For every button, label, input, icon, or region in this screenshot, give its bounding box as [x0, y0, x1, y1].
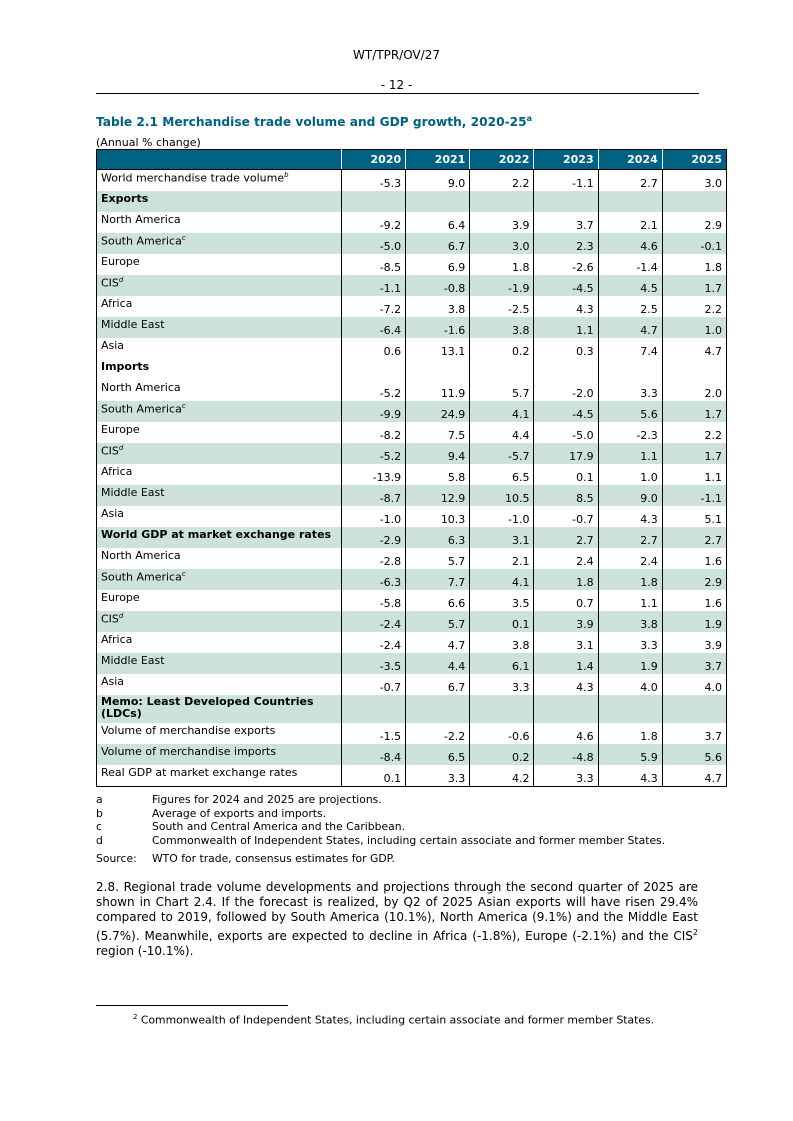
note-text: Average of exports and imports.	[152, 806, 327, 820]
value-cell: 3.8	[470, 632, 534, 653]
value-cell: 1.4	[534, 653, 598, 674]
value-cell: -6.4	[342, 317, 406, 338]
table-row	[97, 317, 727, 338]
value-cell: -2.6	[534, 254, 598, 275]
value-cell	[470, 359, 534, 380]
value-cell: -1.0	[342, 506, 406, 527]
value-cell: 3.5	[470, 590, 534, 611]
value-cell	[406, 191, 470, 212]
row-label: Memo: Least Developed Countries (LDCs)	[97, 695, 342, 723]
value-cell: 10.5	[470, 485, 534, 506]
year-header: 2022	[470, 150, 534, 170]
value-cell: -5.8	[342, 590, 406, 611]
value-cell: -4.5	[534, 275, 598, 296]
value-cell: -2.4	[342, 611, 406, 632]
value-cell: 4.4	[406, 653, 470, 674]
table-row	[97, 695, 727, 723]
value-cell	[598, 359, 662, 380]
value-cell	[342, 359, 406, 380]
note-text: Commonwealth of Independent States, including certain associate and former member States.	[152, 833, 666, 847]
value-cell: 5.7	[406, 548, 470, 569]
row-label: Europe	[97, 422, 342, 443]
value-cell: 4.3	[598, 506, 662, 527]
value-cell	[662, 695, 726, 723]
value-cell: -1.1	[342, 275, 406, 296]
value-cell: 5.7	[406, 611, 470, 632]
body-paragraph: 2.8. Regional trade volume developments and projections through the second quarter of 2025 are shown in Chart 2.4. If the forecast is realized, by Q2 of 2025 Asian exports will have risen 29.4% compared to 2019, followed by South America (10.1%), North America (9.1%) and the Middle East (5.7%). Meanwhile, exports are expected to decline in Africa (-1.8%), Europe (-2.1%) and the CIS$^2$ region (-10.1%).	[96, 880, 698, 958]
value-cell: 4.3	[598, 765, 662, 787]
document-symbol: WT/TPR/OV/27	[353, 48, 440, 62]
table-row	[97, 506, 727, 527]
value-cell: 13.1	[406, 338, 470, 359]
row-note-marker: d	[118, 612, 124, 620]
value-cell: -5.7	[470, 443, 534, 464]
table-row	[97, 275, 727, 296]
row-label: Middle East	[97, 653, 342, 674]
value-cell: 9.0	[598, 485, 662, 506]
value-cell: 4.7	[662, 338, 726, 359]
table-row	[97, 401, 727, 422]
value-cell: 1.7	[662, 275, 726, 296]
row-label: Europe	[97, 590, 342, 611]
table-row	[97, 170, 727, 192]
note-row	[96, 793, 665, 807]
value-cell: 1.1	[662, 464, 726, 485]
value-cell: 2.2	[662, 422, 726, 443]
value-cell: 1.1	[598, 590, 662, 611]
value-cell: 2.0	[662, 380, 726, 401]
value-cell: 1.8	[470, 254, 534, 275]
value-cell: 1.7	[662, 443, 726, 464]
table-row	[97, 233, 727, 254]
year-header: 2021	[406, 150, 470, 170]
value-cell: 1.6	[662, 590, 726, 611]
value-cell: 3.3	[534, 765, 598, 787]
table-notes	[96, 793, 665, 847]
value-cell: -4.8	[534, 744, 598, 765]
value-cell: 4.4	[470, 422, 534, 443]
value-cell	[662, 359, 726, 380]
table-row	[97, 674, 727, 695]
row-note-marker: b	[284, 171, 289, 179]
table-row	[97, 485, 727, 506]
value-cell: -6.3	[342, 569, 406, 590]
value-cell: 4.7	[406, 632, 470, 653]
value-cell	[470, 191, 534, 212]
value-cell: 2.2	[662, 296, 726, 317]
trade-gdp-table	[96, 149, 727, 787]
value-cell: -2.2	[406, 723, 470, 744]
value-cell	[598, 695, 662, 723]
header-divider	[96, 93, 699, 94]
value-cell: 6.7	[406, 674, 470, 695]
table-body	[97, 170, 727, 787]
value-cell: 6.7	[406, 233, 470, 254]
source-text: WTO for trade, consensus estimates for GDP.	[152, 852, 395, 865]
value-cell: -1.1	[534, 170, 598, 192]
value-cell: -1.6	[406, 317, 470, 338]
value-cell: -5.2	[342, 443, 406, 464]
value-cell: -1.1	[662, 485, 726, 506]
value-cell: 6.5	[470, 464, 534, 485]
value-cell: 4.5	[598, 275, 662, 296]
value-cell: 5.8	[406, 464, 470, 485]
value-cell: 2.9	[662, 569, 726, 590]
value-cell: -9.9	[342, 401, 406, 422]
value-cell: -3.5	[342, 653, 406, 674]
value-cell: 3.8	[470, 317, 534, 338]
value-cell: -1.0	[470, 506, 534, 527]
value-cell: 2.7	[534, 527, 598, 548]
value-cell: 1.6	[662, 548, 726, 569]
value-cell: -5.0	[534, 422, 598, 443]
value-cell: -7.2	[342, 296, 406, 317]
table-row	[97, 254, 727, 275]
value-cell: 4.2	[470, 765, 534, 787]
row-label: Asia	[97, 674, 342, 695]
footnote-ref: 2	[692, 928, 698, 937]
row-note-marker: c	[181, 570, 186, 578]
value-cell: 3.3	[470, 674, 534, 695]
row-label: World merchandise trade volume$^b$	[97, 170, 342, 192]
value-cell	[534, 191, 598, 212]
value-cell	[342, 695, 406, 723]
row-label: Africa	[97, 296, 342, 317]
value-cell: -2.8	[342, 548, 406, 569]
row-label: North America	[97, 548, 342, 569]
value-cell: 3.9	[470, 212, 534, 233]
value-cell: -2.9	[342, 527, 406, 548]
value-cell: 1.9	[662, 611, 726, 632]
row-label: North America	[97, 212, 342, 233]
table-row	[97, 422, 727, 443]
value-cell: -5.3	[342, 170, 406, 192]
value-cell: 6.5	[406, 744, 470, 765]
row-label: South America$^c$	[97, 233, 342, 254]
value-cell: 3.7	[662, 723, 726, 744]
table-row	[97, 632, 727, 653]
value-cell: 4.6	[534, 723, 598, 744]
value-cell: 11.9	[406, 380, 470, 401]
year-header: 2023	[534, 150, 598, 170]
value-cell: 0.7	[534, 590, 598, 611]
value-cell: 1.8	[534, 569, 598, 590]
year-header: 2020	[342, 150, 406, 170]
value-cell: -8.2	[342, 422, 406, 443]
row-label: Exports	[97, 191, 342, 212]
row-label: World GDP at market exchange rates	[97, 527, 342, 548]
row-label: Imports	[97, 359, 342, 380]
value-cell: 4.3	[534, 296, 598, 317]
year-header: 2025	[662, 150, 726, 170]
value-cell: 17.9	[534, 443, 598, 464]
value-cell: -0.7	[342, 674, 406, 695]
value-cell: 10.3	[406, 506, 470, 527]
value-cell: 1.8	[598, 569, 662, 590]
row-label: Asia	[97, 338, 342, 359]
table-row	[97, 443, 727, 464]
value-cell: 3.8	[406, 296, 470, 317]
value-cell: -13.9	[342, 464, 406, 485]
value-cell: 1.7	[662, 401, 726, 422]
row-note-marker: c	[181, 402, 186, 410]
value-cell: 12.9	[406, 485, 470, 506]
note-row	[96, 834, 665, 848]
table-row	[97, 590, 727, 611]
value-cell: -8.4	[342, 744, 406, 765]
value-cell: 1.9	[598, 653, 662, 674]
value-cell: 4.1	[470, 401, 534, 422]
value-cell: 5.9	[598, 744, 662, 765]
row-label: Africa	[97, 632, 342, 653]
table-source	[96, 852, 395, 865]
value-cell: 3.8	[598, 611, 662, 632]
value-cell: 24.9	[406, 401, 470, 422]
row-label: Volume of merchandise imports	[97, 744, 342, 765]
value-cell: -2.5	[470, 296, 534, 317]
note-key: c	[96, 820, 102, 833]
value-cell: 4.0	[598, 674, 662, 695]
table-units: (Annual % change)	[96, 136, 201, 149]
note-text: Figures for 2024 and 2025 are projections.	[152, 793, 382, 806]
note-text: South and Central America and the Caribbean.	[152, 820, 405, 833]
source-label: Source:	[96, 852, 137, 865]
value-cell: 2.7	[598, 527, 662, 548]
value-cell: 1.0	[662, 317, 726, 338]
value-cell: 4.1	[470, 569, 534, 590]
value-cell: 1.1	[598, 443, 662, 464]
row-label: South America$^c$	[97, 401, 342, 422]
value-cell: 2.1	[470, 548, 534, 569]
value-cell: 5.6	[662, 744, 726, 765]
value-cell: 2.7	[598, 170, 662, 192]
value-cell: 6.4	[406, 212, 470, 233]
value-cell: 2.4	[598, 548, 662, 569]
row-label: Middle East	[97, 485, 342, 506]
value-cell	[470, 695, 534, 723]
value-cell: 0.6	[342, 338, 406, 359]
value-cell: -2.0	[534, 380, 598, 401]
value-cell: 2.1	[598, 212, 662, 233]
row-note-marker: d	[118, 444, 124, 452]
row-label: Asia	[97, 506, 342, 527]
table-row	[97, 338, 727, 359]
value-cell: 3.3	[598, 380, 662, 401]
value-cell	[342, 191, 406, 212]
value-cell	[662, 191, 726, 212]
table-row	[97, 359, 727, 380]
value-cell: 5.7	[470, 380, 534, 401]
value-cell: -0.7	[534, 506, 598, 527]
value-cell: -2.3	[598, 422, 662, 443]
header-label-cell	[97, 150, 342, 170]
footnote	[133, 1013, 654, 1027]
row-label: North America	[97, 380, 342, 401]
value-cell: 9.0	[406, 170, 470, 192]
value-cell: -8.7	[342, 485, 406, 506]
footnote-divider	[96, 1005, 288, 1006]
row-label: Africa	[97, 464, 342, 485]
value-cell: -1.4	[598, 254, 662, 275]
value-cell: 0.2	[470, 338, 534, 359]
value-cell: -0.1	[662, 233, 726, 254]
value-cell: -8.5	[342, 254, 406, 275]
table-row	[97, 464, 727, 485]
value-cell: 2.4	[534, 548, 598, 569]
row-label: South America$^c$	[97, 569, 342, 590]
row-label: Middle East	[97, 317, 342, 338]
value-cell: -2.4	[342, 632, 406, 653]
table-row	[97, 191, 727, 212]
value-cell: 3.9	[534, 611, 598, 632]
value-cell: 4.3	[534, 674, 598, 695]
value-cell: -0.6	[470, 723, 534, 744]
row-label: Europe	[97, 254, 342, 275]
note-row	[96, 807, 665, 821]
value-cell: 3.1	[470, 527, 534, 548]
row-label: CIS$^d$	[97, 611, 342, 632]
note-key: d	[96, 833, 103, 847]
value-cell: 3.3	[406, 765, 470, 787]
value-cell: -1.5	[342, 723, 406, 744]
value-cell: 6.3	[406, 527, 470, 548]
value-cell: 0.1	[342, 765, 406, 787]
value-cell: 3.7	[534, 212, 598, 233]
value-cell: 0.2	[470, 744, 534, 765]
value-cell: -9.2	[342, 212, 406, 233]
value-cell: 0.3	[534, 338, 598, 359]
value-cell: 3.9	[662, 632, 726, 653]
value-cell: -5.0	[342, 233, 406, 254]
note-key: a	[96, 793, 103, 806]
value-cell: 4.0	[662, 674, 726, 695]
value-cell: 4.7	[662, 765, 726, 787]
note-key: b	[96, 806, 103, 820]
value-cell	[534, 695, 598, 723]
value-cell: 6.1	[470, 653, 534, 674]
value-cell: 2.7	[662, 527, 726, 548]
table-row	[97, 296, 727, 317]
value-cell: -1.9	[470, 275, 534, 296]
table-row	[97, 765, 727, 787]
value-cell	[406, 695, 470, 723]
value-cell: -0.8	[406, 275, 470, 296]
value-cell: 2.9	[662, 212, 726, 233]
table-title: Table 2.1 Merchandise trade volume and GDP growth, 2020-25$^a$	[96, 114, 533, 130]
value-cell: -4.5	[534, 401, 598, 422]
table-row	[97, 653, 727, 674]
row-label: Real GDP at market exchange rates	[97, 765, 342, 787]
value-cell: 0.1	[534, 464, 598, 485]
value-cell: 2.5	[598, 296, 662, 317]
table-row	[97, 611, 727, 632]
value-cell	[598, 191, 662, 212]
value-cell: -5.2	[342, 380, 406, 401]
value-cell: 7.4	[598, 338, 662, 359]
note-row	[96, 820, 665, 834]
value-cell: 1.8	[662, 254, 726, 275]
value-cell: 3.1	[534, 632, 598, 653]
value-cell: 1.1	[534, 317, 598, 338]
value-cell: 3.0	[662, 170, 726, 192]
value-cell: 3.7	[662, 653, 726, 674]
value-cell: 6.6	[406, 590, 470, 611]
table-row	[97, 380, 727, 401]
value-cell: 2.3	[534, 233, 598, 254]
table-row	[97, 723, 727, 744]
value-cell: 4.7	[598, 317, 662, 338]
value-cell: 0.1	[470, 611, 534, 632]
table-row	[97, 527, 727, 548]
value-cell: 5.1	[662, 506, 726, 527]
value-cell	[534, 359, 598, 380]
value-cell: 7.7	[406, 569, 470, 590]
row-note-marker: c	[181, 234, 186, 242]
value-cell: 3.0	[470, 233, 534, 254]
value-cell: 2.2	[470, 170, 534, 192]
value-cell: 8.5	[534, 485, 598, 506]
value-cell: 1.0	[598, 464, 662, 485]
value-cell: 1.8	[598, 723, 662, 744]
row-label: CIS$^d$	[97, 443, 342, 464]
value-cell: 3.3	[598, 632, 662, 653]
value-cell	[406, 359, 470, 380]
footnote-text: Commonwealth of Independent States, including certain associate and former member States.	[137, 1013, 655, 1027]
table-row	[97, 212, 727, 233]
year-header: 2024	[598, 150, 662, 170]
value-cell: 4.6	[598, 233, 662, 254]
value-cell: 7.5	[406, 422, 470, 443]
table-row	[97, 569, 727, 590]
value-cell: 9.4	[406, 443, 470, 464]
table-header-row	[97, 150, 727, 170]
value-cell: 5.6	[598, 401, 662, 422]
row-label: Volume of merchandise exports	[97, 723, 342, 744]
table-row	[97, 548, 727, 569]
row-note-marker: d	[118, 276, 124, 284]
table-row	[97, 744, 727, 765]
page-number: - 12 -	[380, 78, 413, 92]
footnote-number: 2	[133, 1013, 138, 1021]
row-label: CIS$^d$	[97, 275, 342, 296]
value-cell: 6.9	[406, 254, 470, 275]
